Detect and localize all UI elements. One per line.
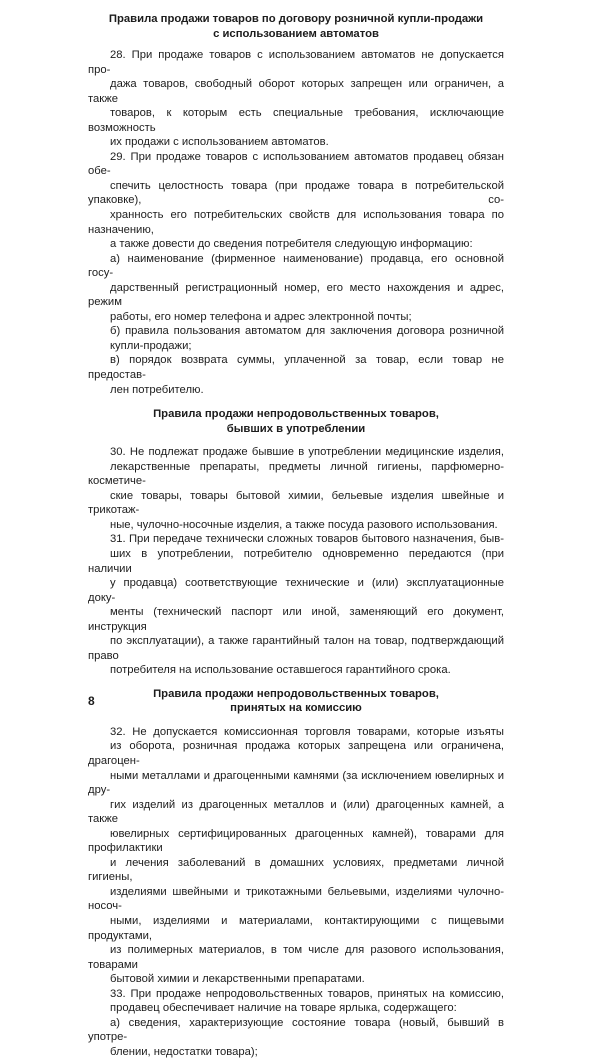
text-line: блении, недостатки товара); [110, 1045, 258, 1058]
text-line: продавец обеспечивает наличие на товаре ярлыка, содержащего: [110, 1002, 457, 1015]
text-line: изделиями швейными и трикотажными бельевыми, изделиями чулочно-носоч- [88, 885, 504, 913]
paragraph-33 [88, 987, 504, 1016]
text-line: ювелирных сертифицированных драгоценных камней), товарами для профилактики [88, 827, 504, 855]
paragraph-30 [88, 445, 504, 532]
text-line: 32. Не допускается комиссионная торговля товарами, которые изъяты [110, 725, 504, 738]
text-line: б) правила пользования автоматом для заключения договора розничной [110, 325, 504, 338]
section-heading-commission [88, 687, 504, 716]
paragraph-31 [88, 532, 504, 677]
paragraph-29-v [88, 353, 504, 397]
heading-line: Правила продажи непродовольственных товаров, [153, 408, 439, 421]
text-line: работы, его номер телефона и адрес электронной почты; [110, 310, 412, 323]
paragraph-29 [88, 150, 504, 252]
paragraph-33-a [88, 1016, 504, 1059]
paragraph-28 [88, 48, 504, 150]
text-line: в) порядок возврата суммы, уплаченной за товар, если товар не предостав- [88, 354, 504, 382]
text-line: у продавца) соответствующие технические и (или) эксплуатационные доку- [88, 577, 504, 604]
text-line: 31. При передаче технически сложных товаров бытового назначения, быв- [110, 533, 504, 546]
text-line: 29. При продаже товаров с использованием автоматов продавец обязан обе- [88, 150, 504, 178]
text-line: а также довести до сведения потребителя следующую информацию: [110, 238, 473, 251]
text-line: ших в употреблении, потребителю одновременно передаются (при наличии [88, 547, 504, 575]
heading-line: с использованием автоматов [213, 27, 379, 40]
text-line: потребителя на использование оставшегося гарантийного срока. [110, 664, 451, 677]
page-number: 8 [88, 694, 95, 708]
text-line: по эксплуатации), а также гарантийный талон на товар, подтверждающий право [88, 635, 504, 662]
text-line: ными, изделиями и материалами, контактирующими с пищевыми продуктами, [88, 914, 504, 942]
text-line: их продажи с использованием автоматов. [110, 136, 329, 149]
text-line: ные, чулочно-носочные изделия, а также посуда разового использования. [110, 518, 498, 531]
text-line: и лечения заболеваний в домашних условиях, предметами личной гигиены, [88, 856, 504, 884]
text-line: спечить целостность товара (при продаже товара в потребительской упаковке), со- [88, 179, 504, 207]
text-line: товаров, к которым есть специальные требования, исключающие возможность [88, 107, 504, 134]
text-line: из полимерных материалов, в том числе для разового использования, товарами [88, 944, 504, 971]
text-line: ские товары, товары бытовой химии, бельевые изделия швейные и трикотаж- [88, 489, 504, 517]
heading-line: Правила продажи непродовольственных товаров, [153, 687, 439, 700]
text-line: дажа товаров, свободный оборот которых запрещен или ограничен, а также [88, 78, 504, 105]
heading-line: принятых на комиссию [230, 702, 362, 715]
text-line: хранность его потребительских свойств для использования товара по назначению, [88, 209, 504, 236]
text-line: 30. Не подлежат продаже бывшие в употреблении медицинские изделия, [110, 446, 504, 459]
paragraph-29-b [88, 324, 504, 353]
text-line: гих изделий из драгоценных металлов и (или) драгоценных камней, а также [88, 798, 504, 826]
text-line: лен потребителю. [110, 383, 204, 396]
paragraph-32 [88, 725, 504, 987]
text-line: из оборота, розничная продажа которых запрещена или ограничена, драгоцен- [88, 740, 504, 767]
text-line: купли-продажи; [110, 339, 192, 352]
heading-line: бывших в употреблении [226, 422, 366, 435]
heading-line: Правила продажи товаров по договору розничной купли-продажи [108, 13, 484, 25]
text-line: а) сведения, характеризующие состояние товара (новый, бывший в употре- [88, 1016, 504, 1044]
paragraph-29-a [88, 252, 504, 325]
section-heading-vending [88, 12, 504, 41]
text-line: дарственный регистрационный номер, его место нахождения и адрес, режим [88, 281, 504, 309]
text-line: лекарственные препараты, предметы личной гигиены, парфюмерно-косметиче- [88, 460, 504, 488]
text-line: 28. При продаже товаров с использованием автоматов не допускается про- [88, 49, 504, 76]
text-line: бытовой химии и лекарственными препаратами. [110, 973, 365, 986]
text-line: 33. При продаже непродовольственных товаров, принятых на комиссию, [110, 987, 504, 1000]
text-line: менты (технический паспорт или иной, заменяющий его документ, инструкция [88, 606, 504, 633]
text-line: а) наименование (фирменное наименование) продавца, его основной госу- [88, 252, 504, 280]
text-line: ными металлами и драгоценными камнями (за исключением ювелирных и дру- [88, 769, 504, 797]
section-heading-used-goods [88, 407, 504, 436]
